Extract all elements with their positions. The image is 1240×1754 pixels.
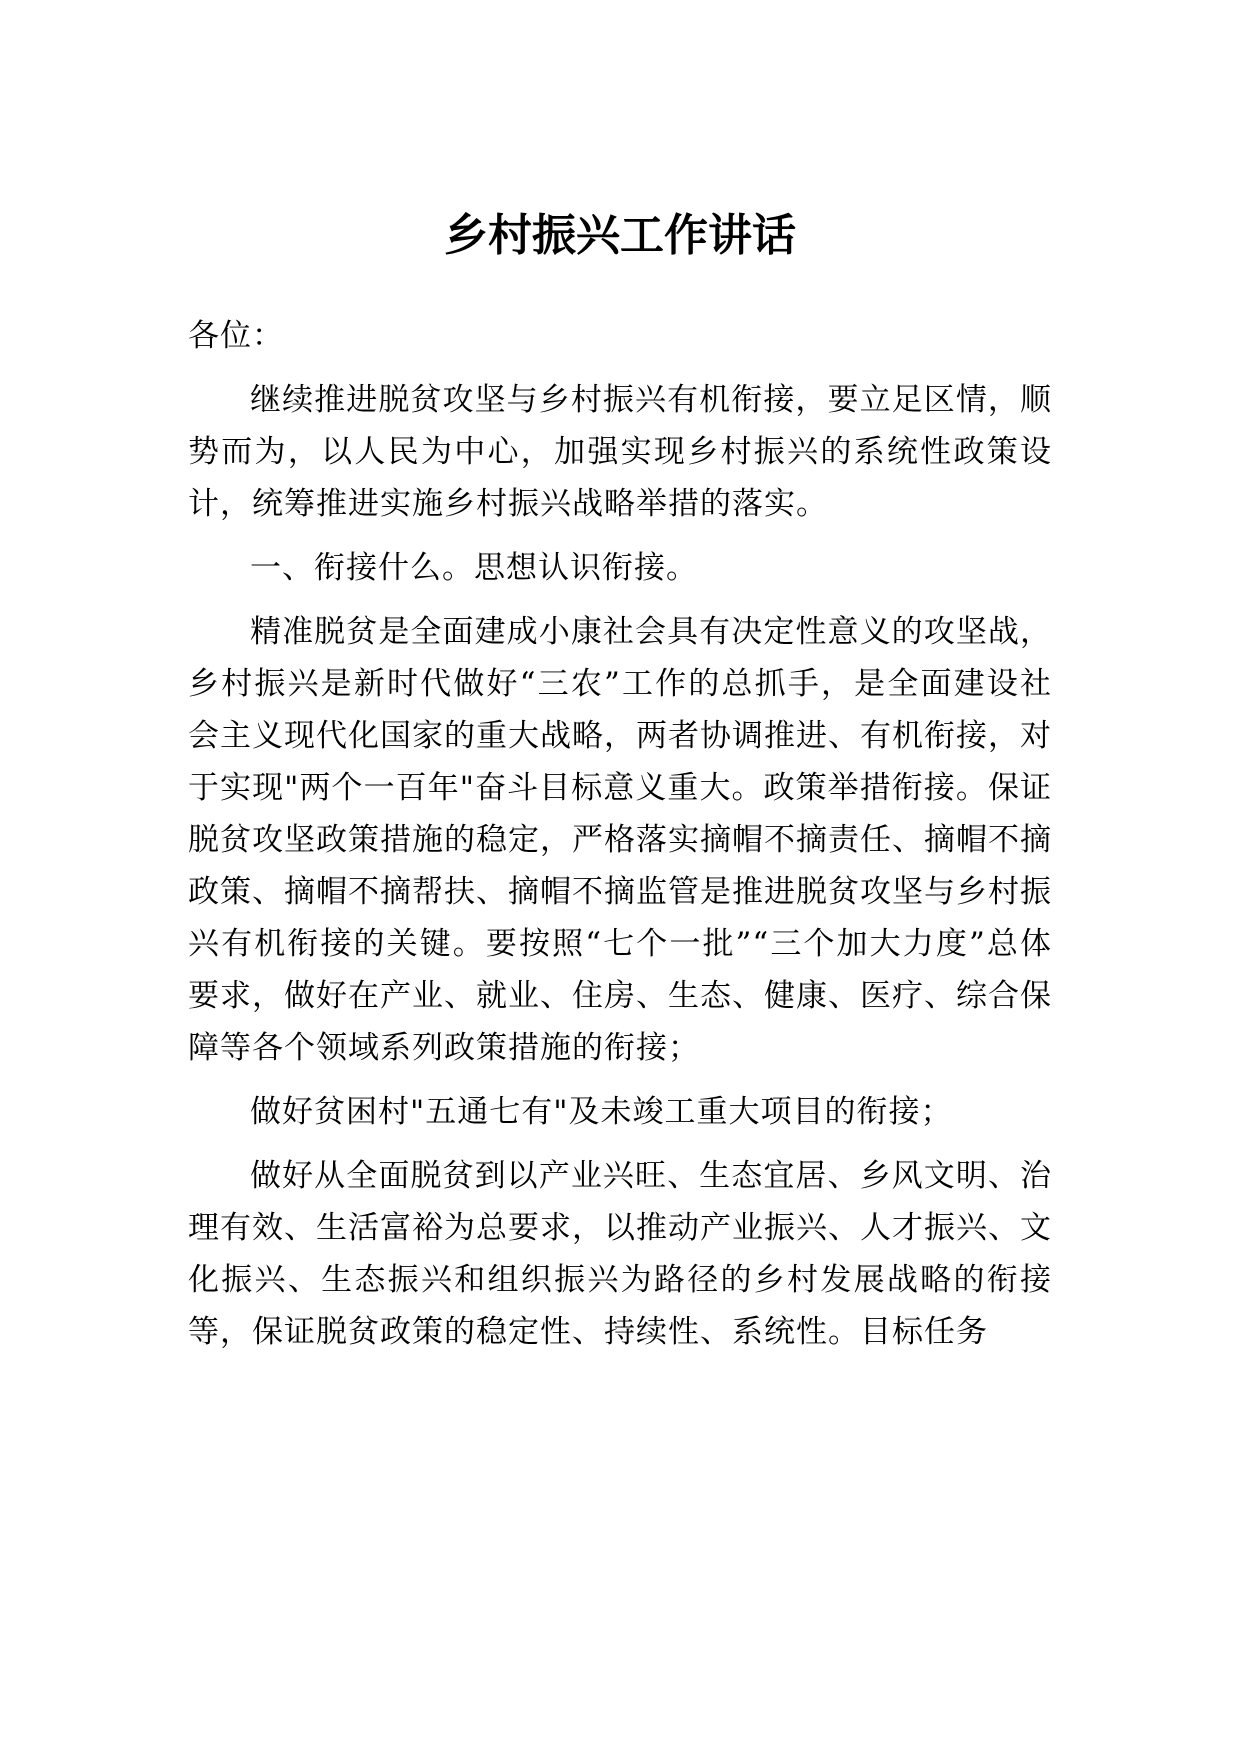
paragraph-poverty-alleviation: 精准脱贫是全面建成小康社会具有决定性意义的攻坚战，乡村振兴是新时代做好“三农”工作的总抓手，是全面建设社会主义现代化国家的重大战略，两者协调推进、有机衔接，对于实现"两个一百年"奋斗目标意义重大。政策举措衔接。保证脱贫攻坚政策措施的稳定，严格落实摘帽不摘责任、摘帽不摘政策、摘帽不摘帮扶、摘帽不摘监管是推进脱贫攻坚与乡村振兴有机衔接的关键。要按照“七个一批”“三个加大力度”总体要求，做好在产业、就业、住房、生态、健康、医疗、综合保障等各个领域系列政策措施的衔接； (188, 614, 1052, 1066)
document-body (188, 310, 1052, 1370)
paragraph-village-projects: 做好贫困村"五通七有"及未竣工重大项目的衔接； (250, 1094, 953, 1130)
salutation: 各位： (188, 318, 284, 354)
section-heading-one: 一、衔接什么。思想认识衔接。 (250, 550, 698, 586)
paragraph-rural-strategy: 做好从全面脱贫到以产业兴旺、生态宜居、乡风文明、治理有效、生活富裕为总要求，以推动产业振兴、人才振兴、文化振兴、生态振兴和组织振兴为路径的乡村发展战略的衔接等，保证脱贫政策的稳定性、持续性、系统性。目标任务 (188, 1158, 1052, 1350)
paragraph-intro: 继续推进脱贫攻坚与乡村振兴有机衔接，要立足区情，顺势而为，以人民为中心，加强实现乡村振兴的系统性政策设计，统筹推进实施乡村振兴战略举措的落实。 (188, 382, 1052, 522)
document-title: 乡村振兴工作讲话 (444, 210, 796, 261)
